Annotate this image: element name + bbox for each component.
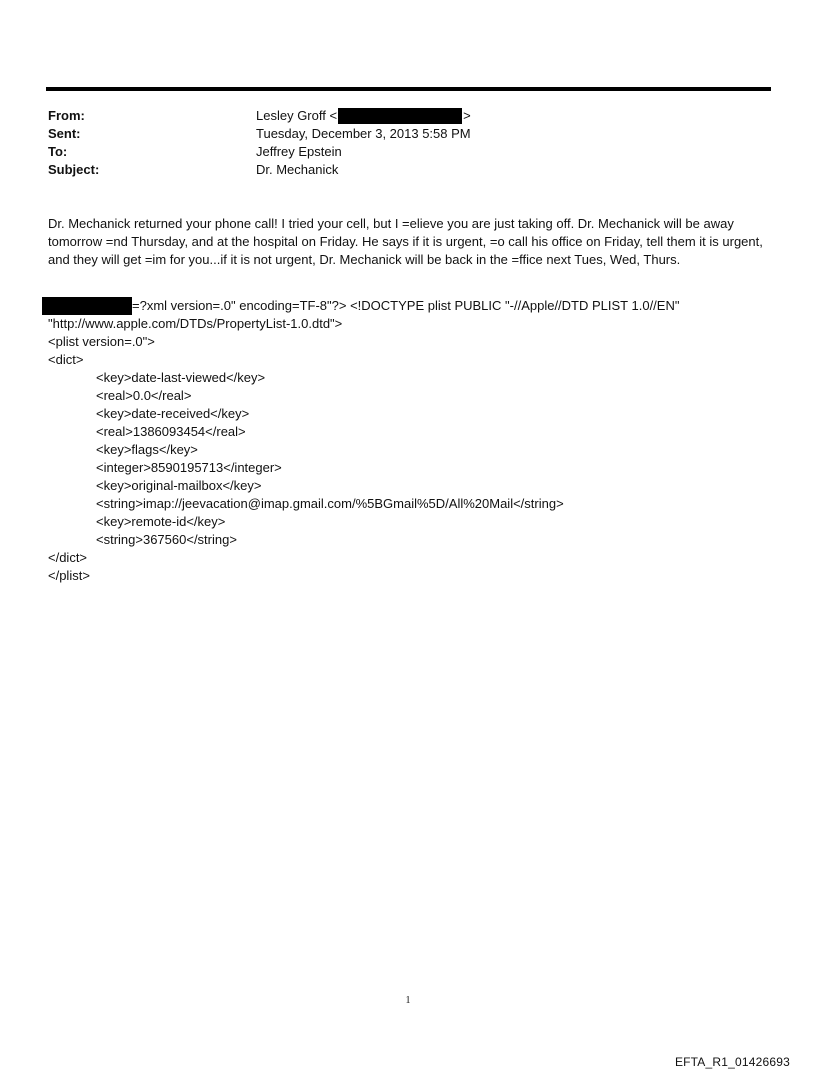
subject-label: Subject: (48, 162, 100, 177)
xml-line: <dict> (48, 352, 84, 367)
header-row-sent (48, 125, 768, 143)
from-value (256, 107, 471, 125)
xml-line: </plist> (48, 568, 90, 583)
redacted-email-block (338, 108, 462, 124)
xml-lines (48, 315, 766, 585)
xml-line: <real>0.0</real> (96, 388, 192, 403)
sender-bracket: > (463, 108, 471, 123)
xml-line: <plist version=.0"> (48, 334, 155, 349)
xml-line: <key>date-received</key> (96, 406, 250, 421)
plist-xml-block (48, 297, 766, 585)
xml-line: <key>date-last-viewed</key> (96, 370, 266, 385)
redacted-xml-block (42, 297, 132, 315)
header-divider (46, 87, 771, 91)
page-number: 1 (405, 995, 411, 1006)
email-header (48, 107, 768, 179)
xml-line: <key>remote-id</key> (96, 514, 226, 529)
sender-name: Lesley Groff < (256, 108, 338, 123)
xml-line: "http://www.apple.com/DTDs/PropertyList-1.0.dtd"> (48, 316, 343, 331)
xml-first-line (48, 297, 766, 315)
xml-line: <string>367560</string> (96, 532, 237, 547)
sent-value: Tuesday, December 3, 2013 5:58 PM (256, 126, 471, 141)
xml-line: </dict> (48, 550, 88, 565)
xml-declaration: =?xml version=.0" encoding=TF-8"?> <!DOCTYPE plist PUBLIC "-//Apple//DTD PLIST 1.0//EN" (132, 298, 680, 313)
xml-line: <string>imap://jeevacation@imap.gmail.com/%5BGmail%5D/All%20Mail</string> (96, 496, 564, 511)
xml-line: <key>flags</key> (96, 442, 198, 457)
email-body: Dr. Mechanick returned your phone call! I tried your cell, but I =elieve you are just taking off. Dr. Mechanick will be away tomorrow =nd Thursday, and at the hospital on Friday. He says if it is urgent, =o call his office on Friday, tell them it is urgent, and they will get =im for you...if it is not urgent, Dr. Mechanick will be back in the =ffice next Tues, Wed, Thurs. (48, 216, 763, 267)
xml-line: <integer>8590195713</integer> (96, 460, 282, 475)
document-id: EFTA_R1_01426693 (674, 1055, 790, 1069)
to-label: To: (48, 144, 68, 159)
xml-line: <real>1386093454</real> (96, 424, 246, 439)
subject-value: Dr. Mechanick (256, 162, 339, 177)
xml-line: <key>original-mailbox</key> (96, 478, 262, 493)
from-label: From: (48, 108, 85, 123)
header-row-to (48, 143, 768, 161)
sent-label: Sent: (48, 126, 81, 141)
to-value: Jeffrey Epstein (256, 144, 342, 159)
header-row-subject (48, 161, 768, 179)
header-row-from (48, 107, 768, 125)
